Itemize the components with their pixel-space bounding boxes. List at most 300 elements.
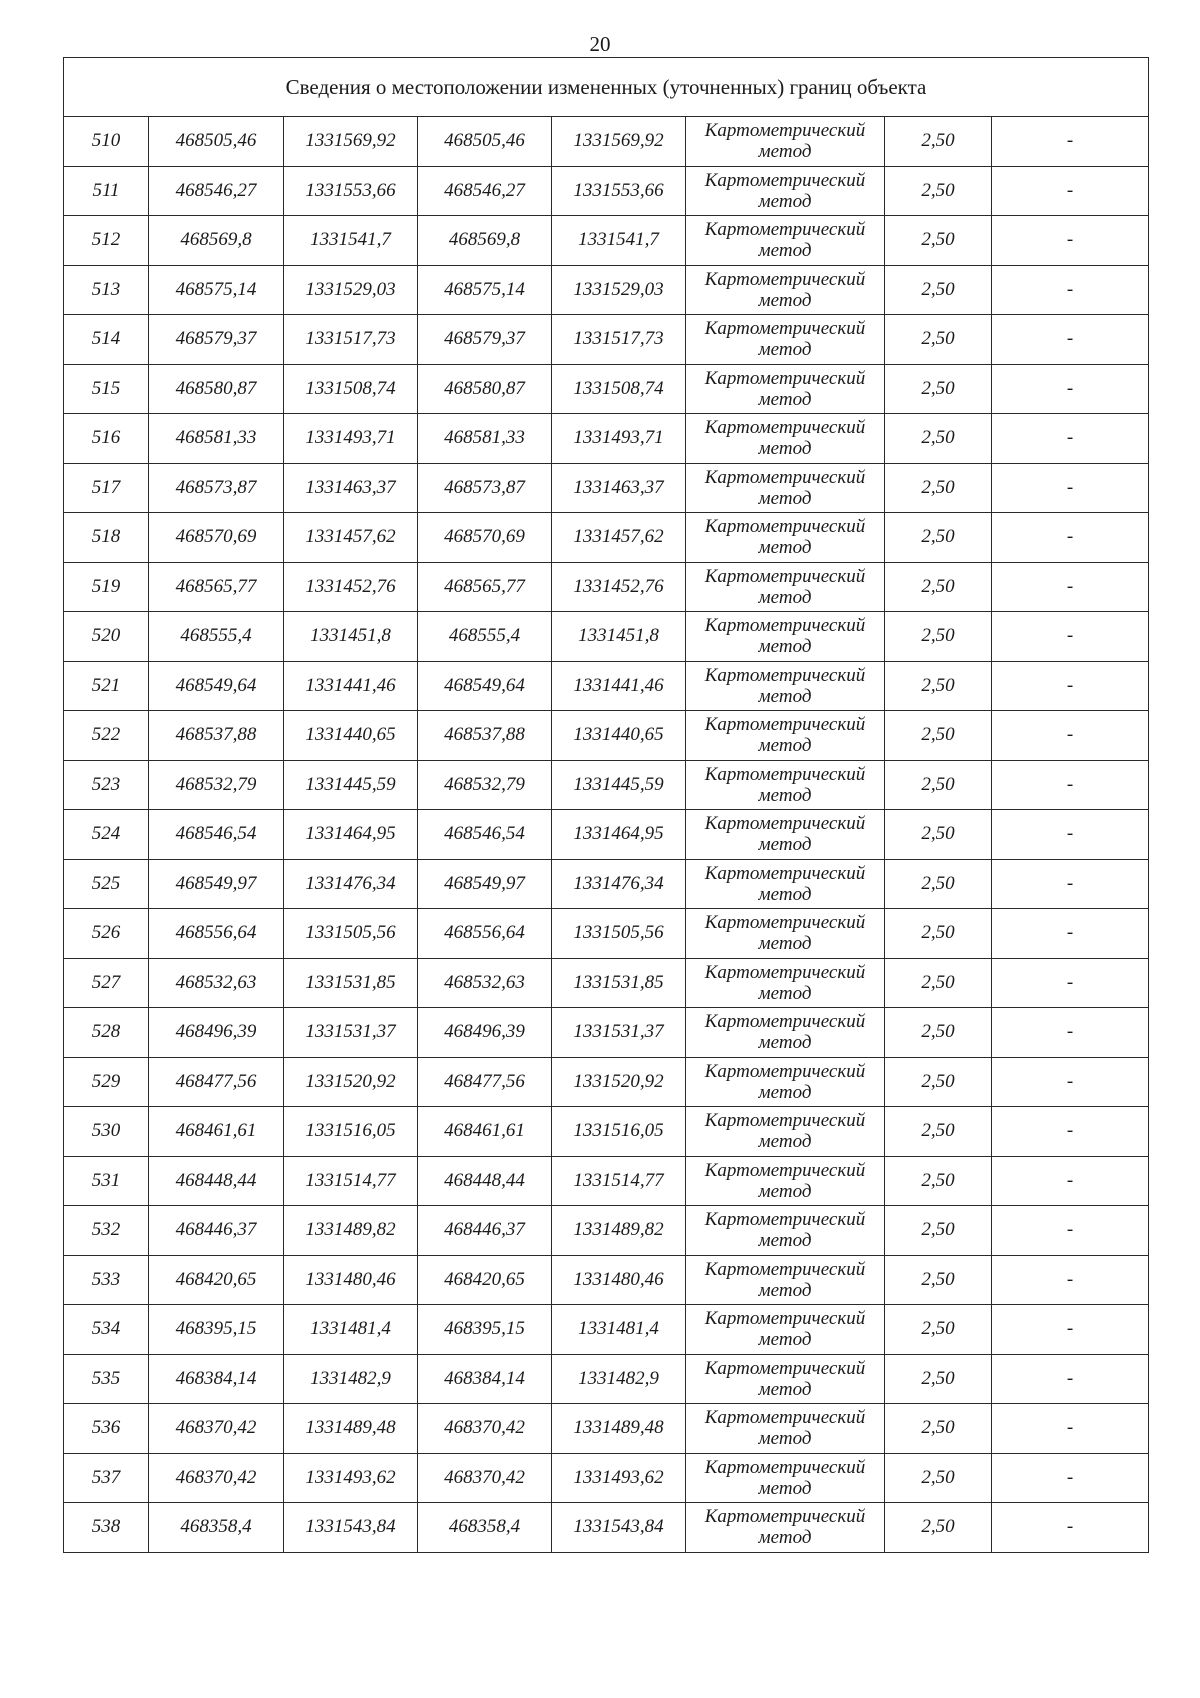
existing-x-cell: 468565,77 [149,562,284,612]
method-text: Картометрический [704,714,866,736]
existing-y-cell: 1331452,76 [284,562,418,612]
method-text: метод [758,240,812,262]
refined-y-cell: 1331541,7 [552,216,686,266]
table-row [64,661,1149,711]
table-row [64,810,1149,860]
refined-y-cell: 1331457,62 [552,513,686,563]
existing-x-cell: 468370,42 [149,1453,284,1503]
method-cell [686,661,885,711]
point-number-cell: 525 [64,859,149,909]
table-row [64,364,1149,414]
existing-x-cell: 468395,15 [149,1305,284,1355]
accuracy-cell: 2,50 [885,1008,992,1058]
method-text: Картометрический [704,862,866,884]
method-text: Картометрический [704,1159,866,1181]
accuracy-cell: 2,50 [885,216,992,266]
method-text: метод [758,1131,812,1153]
note-cell: - [992,166,1149,216]
method-text: метод [758,537,812,559]
existing-x-cell: 468537,88 [149,711,284,761]
accuracy-cell: 2,50 [885,1255,992,1305]
method-cell [686,1107,885,1157]
refined-y-cell: 1331452,76 [552,562,686,612]
existing-x-cell: 468575,14 [149,265,284,315]
refined-y-cell: 1331529,03 [552,265,686,315]
refined-x-cell: 468575,14 [418,265,552,315]
point-number-cell: 523 [64,760,149,810]
existing-x-cell: 468461,61 [149,1107,284,1157]
method-cell [686,117,885,167]
existing-x-cell: 468496,39 [149,1008,284,1058]
accuracy-cell: 2,50 [885,1107,992,1157]
method-text: Картометрический [704,615,866,637]
table-title: Сведения о местоположении измененных (уточненных) границ объекта [64,58,1149,117]
existing-x-cell: 468573,87 [149,463,284,513]
method-text: метод [758,784,812,806]
refined-x-cell: 468505,46 [418,117,552,167]
refined-x-cell: 468461,61 [418,1107,552,1157]
refined-y-cell: 1331464,95 [552,810,686,860]
method-text: Картометрический [704,1506,866,1528]
method-text: метод [758,1032,812,1054]
existing-y-cell: 1331514,77 [284,1156,418,1206]
method-text: Картометрический [704,565,866,587]
existing-y-cell: 1331463,37 [284,463,418,513]
refined-y-cell: 1331505,56 [552,909,686,959]
method-text: Картометрический [704,1011,866,1033]
note-cell: - [992,562,1149,612]
point-number-cell: 531 [64,1156,149,1206]
existing-y-cell: 1331517,73 [284,315,418,365]
accuracy-cell: 2,50 [885,1354,992,1404]
accuracy-cell: 2,50 [885,562,992,612]
method-text: Картометрический [704,219,866,241]
accuracy-cell: 2,50 [885,414,992,464]
method-text: метод [758,735,812,757]
refined-x-cell: 468579,37 [418,315,552,365]
table-row [64,612,1149,662]
method-text: метод [758,190,812,212]
method-text: метод [758,339,812,361]
existing-y-cell: 1331493,71 [284,414,418,464]
existing-y-cell: 1331553,66 [284,166,418,216]
table-row [64,1305,1149,1355]
accuracy-cell: 2,50 [885,661,992,711]
note-cell: - [992,1354,1149,1404]
method-cell [686,414,885,464]
point-number-cell: 511 [64,166,149,216]
refined-x-cell: 468546,27 [418,166,552,216]
existing-x-cell: 468358,4 [149,1503,284,1553]
existing-y-cell: 1331569,92 [284,117,418,167]
existing-x-cell: 468579,37 [149,315,284,365]
existing-y-cell: 1331531,37 [284,1008,418,1058]
point-number-cell: 533 [64,1255,149,1305]
accuracy-cell: 2,50 [885,1305,992,1355]
table-row [64,166,1149,216]
method-text: Картометрический [704,318,866,340]
accuracy-cell: 2,50 [885,1404,992,1454]
refined-y-cell: 1331514,77 [552,1156,686,1206]
refined-y-cell: 1331445,59 [552,760,686,810]
note-cell: - [992,1008,1149,1058]
accuracy-cell: 2,50 [885,810,992,860]
point-number-cell: 526 [64,909,149,959]
table-row [64,414,1149,464]
refined-x-cell: 468446,37 [418,1206,552,1256]
method-cell [686,810,885,860]
table-row [64,1156,1149,1206]
refined-y-cell: 1331476,34 [552,859,686,909]
note-cell: - [992,1503,1149,1553]
method-cell [686,1453,885,1503]
method-text: метод [758,1527,812,1549]
accuracy-cell: 2,50 [885,958,992,1008]
point-number-cell: 513 [64,265,149,315]
existing-y-cell: 1331464,95 [284,810,418,860]
accuracy-cell: 2,50 [885,513,992,563]
refined-y-cell: 1331517,73 [552,315,686,365]
accuracy-cell: 2,50 [885,909,992,959]
point-number-cell: 538 [64,1503,149,1553]
refined-x-cell: 468569,8 [418,216,552,266]
method-text: Картометрический [704,1456,866,1478]
method-cell [686,463,885,513]
point-number-cell: 518 [64,513,149,563]
method-text: метод [758,982,812,1004]
note-cell: - [992,612,1149,662]
refined-x-cell: 468555,4 [418,612,552,662]
point-number-cell: 524 [64,810,149,860]
method-text: метод [758,438,812,460]
refined-y-cell: 1331569,92 [552,117,686,167]
table-row [64,711,1149,761]
point-number-cell: 515 [64,364,149,414]
refined-x-cell: 468581,33 [418,414,552,464]
method-text: Картометрический [704,1407,866,1429]
table-row [64,117,1149,167]
method-cell [686,1057,885,1107]
existing-y-cell: 1331520,92 [284,1057,418,1107]
note-cell: - [992,1404,1149,1454]
existing-x-cell: 468546,54 [149,810,284,860]
method-cell [686,513,885,563]
table-row [64,1404,1149,1454]
note-cell: - [992,513,1149,563]
existing-x-cell: 468555,4 [149,612,284,662]
method-text: Картометрический [704,466,866,488]
existing-y-cell: 1331505,56 [284,909,418,959]
method-text: метод [758,289,812,311]
point-number-cell: 536 [64,1404,149,1454]
method-cell [686,364,885,414]
accuracy-cell: 2,50 [885,859,992,909]
existing-x-cell: 468549,64 [149,661,284,711]
existing-x-cell: 468384,14 [149,1354,284,1404]
refined-x-cell: 468532,79 [418,760,552,810]
existing-y-cell: 1331489,82 [284,1206,418,1256]
method-text: Картометрический [704,1060,866,1082]
method-cell [686,909,885,959]
method-cell [686,562,885,612]
note-cell: - [992,216,1149,266]
point-number-cell: 521 [64,661,149,711]
refined-y-cell: 1331482,9 [552,1354,686,1404]
existing-x-cell: 468370,42 [149,1404,284,1454]
method-text: метод [758,1081,812,1103]
point-number-cell: 510 [64,117,149,167]
point-number-cell: 519 [64,562,149,612]
method-text: метод [758,388,812,410]
note-cell: - [992,711,1149,761]
method-cell [686,1503,885,1553]
note-cell: - [992,760,1149,810]
table-row [64,1255,1149,1305]
existing-y-cell: 1331481,4 [284,1305,418,1355]
existing-x-cell: 468580,87 [149,364,284,414]
existing-y-cell: 1331508,74 [284,364,418,414]
existing-y-cell: 1331489,48 [284,1404,418,1454]
accuracy-cell: 2,50 [885,315,992,365]
method-text: Картометрический [704,1258,866,1280]
method-text: метод [758,685,812,707]
accuracy-cell: 2,50 [885,612,992,662]
method-cell [686,1206,885,1256]
refined-y-cell: 1331543,84 [552,1503,686,1553]
method-text: Картометрический [704,961,866,983]
method-text: Картометрический [704,169,866,191]
point-number-cell: 528 [64,1008,149,1058]
method-text: метод [758,1378,812,1400]
note-cell: - [992,1255,1149,1305]
table-row [64,909,1149,959]
refined-x-cell: 468580,87 [418,364,552,414]
table-row [64,216,1149,266]
existing-y-cell: 1331441,46 [284,661,418,711]
note-cell: - [992,909,1149,959]
point-number-cell: 522 [64,711,149,761]
method-text: метод [758,1180,812,1202]
refined-y-cell: 1331441,46 [552,661,686,711]
existing-x-cell: 468549,97 [149,859,284,909]
refined-x-cell: 468546,54 [418,810,552,860]
accuracy-cell: 2,50 [885,117,992,167]
accuracy-cell: 2,50 [885,1156,992,1206]
refined-x-cell: 468496,39 [418,1008,552,1058]
refined-x-cell: 468448,44 [418,1156,552,1206]
point-number-cell: 514 [64,315,149,365]
method-text: Картометрический [704,1209,866,1231]
table-row [64,1503,1149,1553]
table-row [64,760,1149,810]
refined-y-cell: 1331520,92 [552,1057,686,1107]
existing-x-cell: 468570,69 [149,513,284,563]
table-row [64,562,1149,612]
refined-x-cell: 468532,63 [418,958,552,1008]
refined-x-cell: 468384,14 [418,1354,552,1404]
accuracy-cell: 2,50 [885,1206,992,1256]
refined-y-cell: 1331463,37 [552,463,686,513]
method-text: Картометрический [704,120,866,142]
refined-x-cell: 468395,15 [418,1305,552,1355]
method-cell [686,1008,885,1058]
existing-x-cell: 468477,56 [149,1057,284,1107]
note-cell: - [992,1057,1149,1107]
existing-y-cell: 1331516,05 [284,1107,418,1157]
refined-x-cell: 468556,64 [418,909,552,959]
method-cell [686,711,885,761]
point-number-cell: 527 [64,958,149,1008]
table-row [64,859,1149,909]
table-title-row [64,58,1149,117]
method-text: метод [758,141,812,163]
table-row [64,1008,1149,1058]
note-cell: - [992,1305,1149,1355]
method-cell [686,1255,885,1305]
method-text: метод [758,1230,812,1252]
point-number-cell: 512 [64,216,149,266]
existing-x-cell: 468448,44 [149,1156,284,1206]
method-text: Картометрический [704,1110,866,1132]
note-cell: - [992,117,1149,167]
note-cell: - [992,661,1149,711]
method-text: метод [758,1428,812,1450]
existing-x-cell: 468532,79 [149,760,284,810]
refined-x-cell: 468549,64 [418,661,552,711]
existing-y-cell: 1331457,62 [284,513,418,563]
refined-y-cell: 1331451,8 [552,612,686,662]
refined-y-cell: 1331493,62 [552,1453,686,1503]
existing-y-cell: 1331440,65 [284,711,418,761]
method-text: метод [758,834,812,856]
existing-y-cell: 1331543,84 [284,1503,418,1553]
point-number-cell: 517 [64,463,149,513]
method-cell [686,859,885,909]
accuracy-cell: 2,50 [885,166,992,216]
table-row [64,1354,1149,1404]
table-row [64,513,1149,563]
existing-x-cell: 468556,64 [149,909,284,959]
existing-x-cell: 468505,46 [149,117,284,167]
accuracy-cell: 2,50 [885,711,992,761]
method-cell [686,1305,885,1355]
existing-y-cell: 1331482,9 [284,1354,418,1404]
method-cell [686,216,885,266]
method-text: Картометрический [704,664,866,686]
existing-y-cell: 1331529,03 [284,265,418,315]
existing-x-cell: 468569,8 [149,216,284,266]
existing-y-cell: 1331445,59 [284,760,418,810]
refined-x-cell: 468370,42 [418,1453,552,1503]
refined-y-cell: 1331489,82 [552,1206,686,1256]
method-cell [686,265,885,315]
method-cell [686,612,885,662]
refined-y-cell: 1331531,85 [552,958,686,1008]
point-number-cell: 529 [64,1057,149,1107]
existing-x-cell: 468581,33 [149,414,284,464]
note-cell: - [992,1156,1149,1206]
method-text: метод [758,636,812,658]
refined-y-cell: 1331508,74 [552,364,686,414]
refined-x-cell: 468420,65 [418,1255,552,1305]
existing-x-cell: 468546,27 [149,166,284,216]
table-row [64,1107,1149,1157]
table-row [64,1057,1149,1107]
point-number-cell: 534 [64,1305,149,1355]
method-cell [686,760,885,810]
method-cell [686,958,885,1008]
existing-y-cell: 1331480,46 [284,1255,418,1305]
method-text: Картометрический [704,367,866,389]
method-text: Картометрический [704,813,866,835]
existing-y-cell: 1331476,34 [284,859,418,909]
table-row [64,463,1149,513]
point-number-cell: 535 [64,1354,149,1404]
method-text: метод [758,487,812,509]
point-number-cell: 530 [64,1107,149,1157]
refined-y-cell: 1331493,71 [552,414,686,464]
method-text: метод [758,1329,812,1351]
accuracy-cell: 2,50 [885,1503,992,1553]
refined-x-cell: 468565,77 [418,562,552,612]
refined-x-cell: 468573,87 [418,463,552,513]
method-text: Картометрический [704,268,866,290]
method-text: Картометрический [704,1357,866,1379]
existing-y-cell: 1331451,8 [284,612,418,662]
method-text: метод [758,586,812,608]
refined-y-cell: 1331516,05 [552,1107,686,1157]
table-row [64,1206,1149,1256]
point-number-cell: 516 [64,414,149,464]
method-text: метод [758,933,812,955]
method-text: Картометрический [704,1308,866,1330]
method-cell [686,1404,885,1454]
point-number-cell: 532 [64,1206,149,1256]
page-number: 20 [589,32,611,56]
refined-y-cell: 1331489,48 [552,1404,686,1454]
point-number-cell: 537 [64,1453,149,1503]
method-text: метод [758,1477,812,1499]
note-cell: - [992,1206,1149,1256]
refined-y-cell: 1331480,46 [552,1255,686,1305]
refined-y-cell: 1331440,65 [552,711,686,761]
note-cell: - [992,364,1149,414]
method-cell [686,1156,885,1206]
method-text: метод [758,883,812,905]
method-cell [686,315,885,365]
existing-x-cell: 468446,37 [149,1206,284,1256]
note-cell: - [992,1107,1149,1157]
method-cell [686,1354,885,1404]
note-cell: - [992,810,1149,860]
accuracy-cell: 2,50 [885,1057,992,1107]
method-text: Картометрический [704,763,866,785]
accuracy-cell: 2,50 [885,1453,992,1503]
refined-y-cell: 1331481,4 [552,1305,686,1355]
method-text: метод [758,1279,812,1301]
note-cell: - [992,463,1149,513]
note-cell: - [992,315,1149,365]
existing-x-cell: 468420,65 [149,1255,284,1305]
accuracy-cell: 2,50 [885,364,992,414]
accuracy-cell: 2,50 [885,265,992,315]
refined-x-cell: 468570,69 [418,513,552,563]
table-row [64,958,1149,1008]
existing-y-cell: 1331493,62 [284,1453,418,1503]
refined-y-cell: 1331531,37 [552,1008,686,1058]
existing-x-cell: 468532,63 [149,958,284,1008]
refined-x-cell: 468477,56 [418,1057,552,1107]
